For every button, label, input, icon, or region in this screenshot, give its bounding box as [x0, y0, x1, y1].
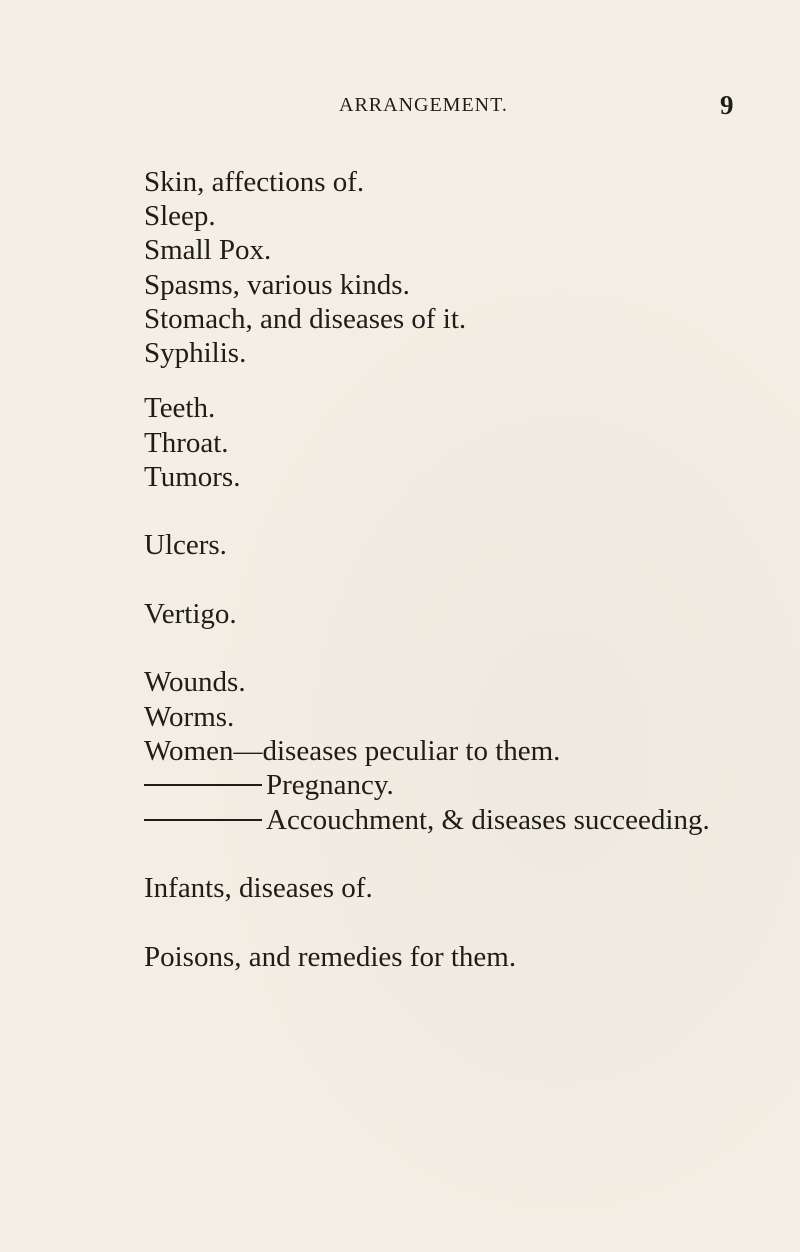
- index-entry: Tumors.: [144, 461, 241, 493]
- index-subentry: [144, 803, 710, 837]
- index-entry: Women—diseases peculiar to them.: [144, 735, 561, 767]
- index-entry: Throat.: [144, 427, 229, 459]
- index-entry: Worms.: [144, 701, 235, 733]
- index-entry: Spasms, various kinds.: [144, 269, 410, 301]
- index-entry: Wounds.: [144, 666, 246, 698]
- index-subentry-label: Accouchment, & diseases succeeding.: [266, 804, 710, 836]
- index-entry: Teeth.: [144, 392, 216, 424]
- index-entry: Vertigo.: [144, 598, 237, 630]
- index-entry: Ulcers.: [144, 529, 227, 561]
- index-entry: Poisons, and remedies for them.: [144, 941, 517, 973]
- index-entry: Infants, diseases of.: [144, 872, 373, 904]
- running-head: ARRANGEMENT.: [339, 94, 508, 116]
- dash-rule: [144, 819, 262, 821]
- page-number: 9: [720, 90, 734, 120]
- index-entry: Stomach, and diseases of it.: [144, 303, 467, 335]
- index-entry: Syphilis.: [144, 337, 247, 369]
- dash-rule: [144, 784, 262, 786]
- index-subentry-label: Pregnancy.: [266, 769, 394, 801]
- index-entry: Small Pox.: [144, 234, 272, 266]
- index-subentry: [144, 768, 394, 802]
- index-entry: Skin, affections of.: [144, 166, 365, 198]
- page-header: [0, 92, 800, 126]
- index-entry: Sleep.: [144, 200, 216, 232]
